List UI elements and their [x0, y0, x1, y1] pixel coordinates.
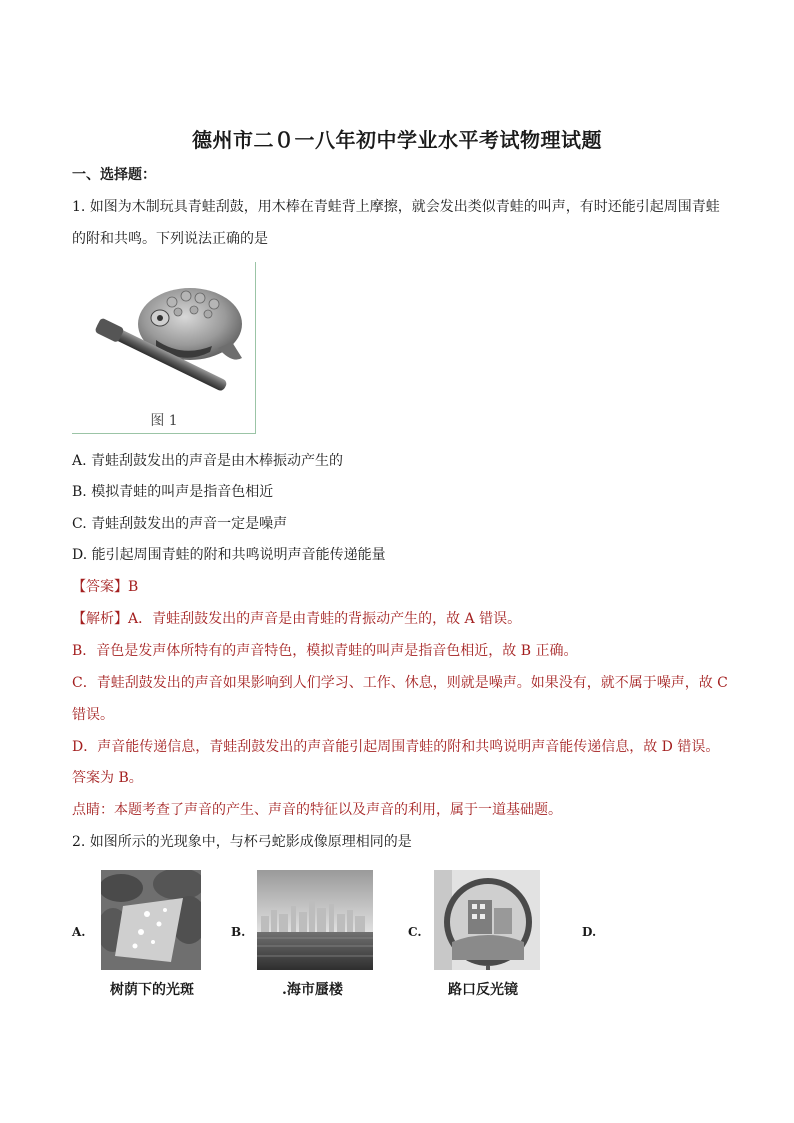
- q1-analysis-3: C．青蛙刮鼓发出的声音如果影响到人们学习、工作、休息，则就是噪声。如果没有，就不属于噪声，故 C: [72, 675, 728, 691]
- q1-analysis-2: B．音色是发声体所特有的声音特色，模拟青蛙的叫声是指音色相近，故 B 正确。: [72, 643, 578, 659]
- q2-option-b-letter: B.: [231, 925, 246, 939]
- q1-option-b: B. 模拟青蛙的叫声是指音色相近: [72, 484, 274, 500]
- page-title: 德州市二０一八年初中学业水平考试物理试题: [192, 128, 602, 152]
- q1-stem-line-2: 的附和共鸣。下列说法正确的是: [72, 231, 268, 247]
- q1-stem-line-1: 1. 如图为木制玩具青蛙刮鼓，用木棒在青蛙背上摩擦，就会发出类似青蛙的叫声，有时还能引起周围青蛙: [72, 199, 720, 215]
- q2-option-c-letter: C.: [408, 925, 422, 939]
- q2-stem: 2. 如图所示的光现象中，与杯弓蛇影成像原理相同的是: [72, 834, 412, 850]
- q2-option-a-image: [101, 870, 201, 970]
- q2-option-a-caption: 树荫下的光斑: [110, 982, 194, 998]
- q1-conclusion: 答案为 B。: [72, 770, 143, 786]
- q2-option-b-caption: .海市蜃楼: [282, 982, 343, 998]
- q1-analysis-5: D．声音能传递信息，青蛙刮鼓发出的声音能引起周围青蛙的附和共鸣说明声音能传递信息，故 D 错误。: [72, 739, 720, 755]
- section-heading: 一、选择题：: [72, 167, 156, 183]
- mirage-image: [257, 870, 373, 970]
- q1-analysis-4: 错误。: [72, 707, 114, 723]
- q2-option-c-image: [434, 870, 540, 970]
- q2-option-a-letter: A.: [72, 925, 86, 939]
- frog-guiro-illustration: [72, 262, 256, 412]
- tree-shade-light-spots-image: [101, 870, 201, 970]
- q1-option-a: A. 青蛙刮鼓发出的声音是由木棒振动产生的: [72, 453, 344, 469]
- q1-option-c: C. 青蛙刮鼓发出的声音一定是噪声: [72, 516, 288, 532]
- figure-caption: 图 1: [150, 413, 178, 429]
- q1-comment: 点睛：本题考查了声音的产生、声音的特征以及声音的利用，属于一道基础题。: [72, 802, 562, 818]
- q2-option-d-letter: D.: [582, 925, 597, 939]
- q1-analysis-1: 【解析】A．青蛙刮鼓发出的声音是由青蛙的背振动产生的，故 A 错误。: [72, 611, 522, 627]
- q2-option-c-caption: 路口反光镜: [448, 982, 518, 998]
- convex-mirror-image: [434, 870, 540, 970]
- q1-answer: 【答案】B: [72, 579, 139, 595]
- frog-guiro-figure: [72, 262, 256, 434]
- q2-option-b-image: [257, 870, 373, 970]
- q1-option-d: D. 能引起周围青蛙的附和共鸣说明声音能传递能量: [72, 547, 386, 563]
